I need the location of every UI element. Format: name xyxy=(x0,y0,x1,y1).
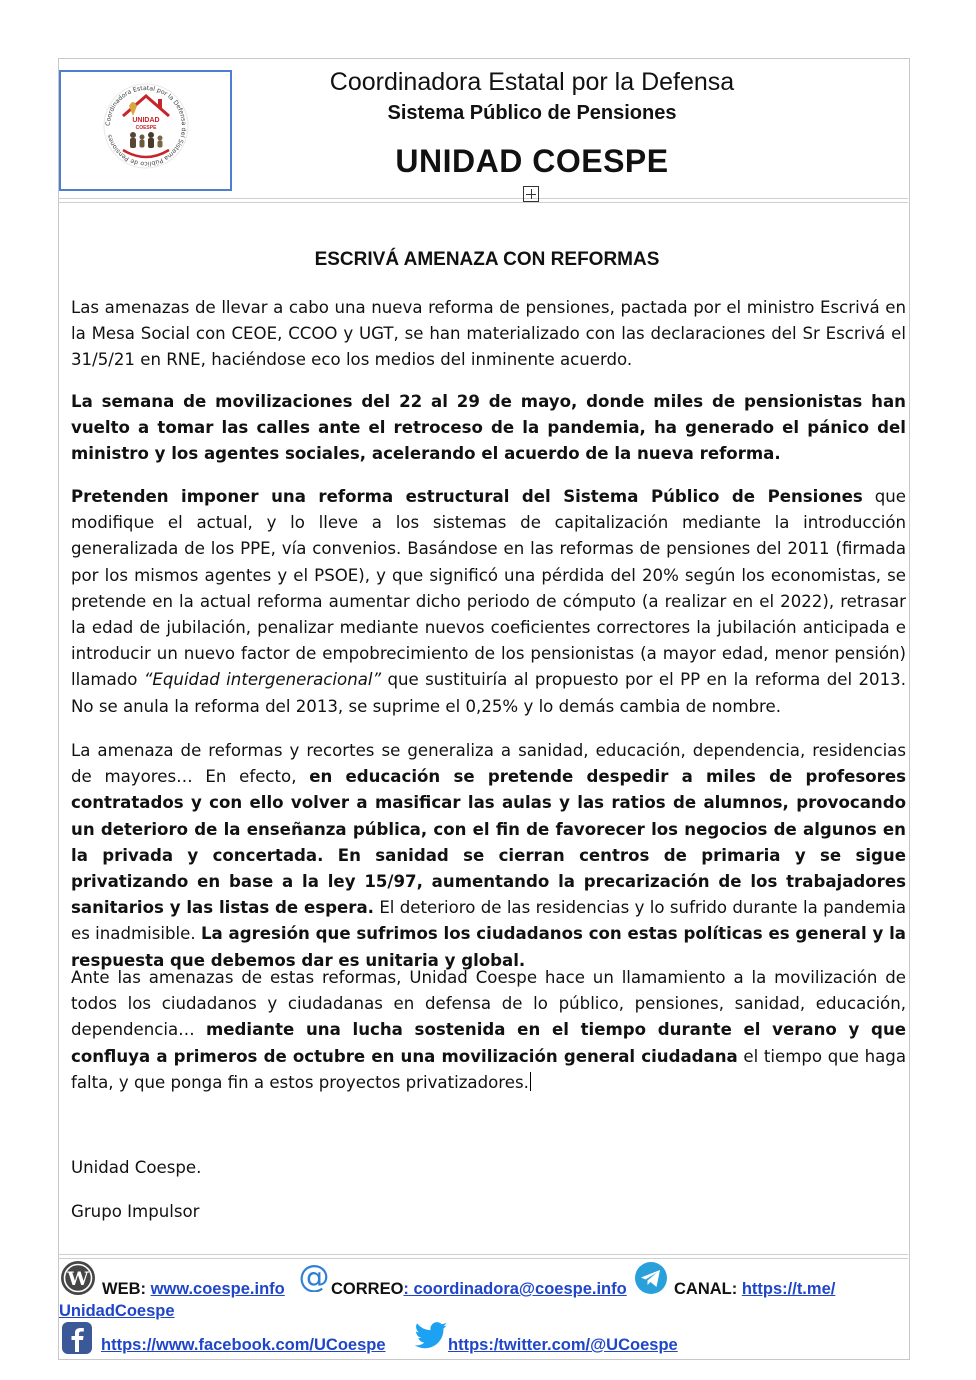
paragraph-4 xyxy=(71,738,906,974)
paragraph-2: La semana de movilizaciones del 22 al 29 de mayo, donde miles de pensionistas han vuelto a tomar las calles ante el retroceso de la pandemia, ha generado el pánico del ministro y los agentes sociales, acelerando el acuerdo de la nueva reforma. xyxy=(71,392,906,464)
footer-twitter xyxy=(448,1336,678,1355)
logo-ring-text: Coordinadora Estatal por la Defensa del Sistema Público de Pensiones xyxy=(104,84,188,168)
footer-mail-colon[interactable]: : xyxy=(403,1280,409,1298)
paragraph-3-italic: “Equidad intergeneracional” xyxy=(143,670,382,690)
table-move-handle[interactable] xyxy=(523,186,539,202)
paragraph-5-text-b: el tiempo que haga falta, y que ponga fin a estos proyectos privatizadores. xyxy=(71,1046,906,1092)
footer-facebook-link[interactable]: https://www.facebook.com/UCoespe xyxy=(101,1336,386,1354)
logo-coespe: COESPE xyxy=(135,125,157,131)
footer-canal xyxy=(674,1280,835,1299)
footer-twitter-link[interactable]: https:/twitter.com/@UCoespe xyxy=(448,1336,678,1354)
paragraph-4-bold-1: en educación se pretende despedir a miles de profesores contratados y con ello volver a masificar las aulas y las ratios de alumnos, provocando un deterioro de la enseñanza pública, con el fin de favorecer los negocios de algunos en la privada y concertada. En sanidad se cierran centros de primaria y se sigue privatizando en base a la ley 15/97, aumentando la precarización de los trabajadores sanitarios y las listas de espera. xyxy=(71,767,906,918)
article-title: ESCRIVÁ AMENAZA CON REFORMAS xyxy=(314,249,660,270)
header-divider-2 xyxy=(58,202,908,203)
footer-canal-link-2[interactable]: UnidadCoespe xyxy=(59,1302,175,1320)
email-at-icon xyxy=(298,1260,330,1292)
footer-mail-label: CORREO xyxy=(331,1280,404,1298)
coespe-logo xyxy=(59,70,232,191)
facebook-icon xyxy=(62,1322,92,1354)
paragraph-3-text-b: que sustituiría al propuesto por el PP en la reforma del 2013. No se anula la reforma del 2013, se suprime el 0,25% y lo demás cambia de nombre. xyxy=(71,670,906,716)
paragraph-5 xyxy=(71,965,906,1096)
header-line-1: Coordinadora Estatal por la Defensa xyxy=(329,68,735,96)
header-divider xyxy=(58,198,908,199)
twitter-icon xyxy=(414,1322,448,1350)
paragraph-3-text-a: que modifique el actual, y lo lleve a los sistemas de capitalización mediante la introducción generalizada de los PPE, vía convenios. Basándose en las reformas de pensiones del 2011 (firmada por los mismos agentes y el PSOE), y que significó una pérdida del 20% según los economistas, se pretende en la actual reforma aumentar dicho periodo de cómputo (a realizar en el 2022), retrasar la edad de jubilación, penalizar mediante nuevos coeficientes correctores la jubilación anticipada e introducir un nuevo factor de empobrecimiento de los pensionistas (a mayor edad, menor pensión) llamado xyxy=(71,487,906,690)
footer-divider-2 xyxy=(58,1258,908,1259)
telegram-icon xyxy=(634,1261,668,1295)
paragraph-1: Las amenazas de llevar a cabo una nueva reforma de pensiones, pactada por el ministro Escrivá en la Mesa Social con CEOE, CCOO y UGT, se han materializado con las declaraciones del Sr Escrivá el 31/5/21 en RNE, haciéndose eco los medios del inminente acuerdo. xyxy=(71,298,906,370)
paragraph-4-bold-2: La agresión que sufrimos los ciudadanos con estas políticas es general y la respuesta que debemos dar es unitaria y global. xyxy=(71,924,907,970)
signature-line-1: Unidad Coespe. xyxy=(71,1158,202,1177)
footer-mail xyxy=(331,1280,627,1299)
text-cursor xyxy=(530,1072,531,1091)
paragraph-5-text-a: Ante las amenazas de estas reformas, Unidad Coespe hace un llamamiento a la movilización de todos los ciudadanos y ciudadanas en defensa de lo público, pensiones, sanidad, educación, dependencia… xyxy=(71,968,906,1040)
footer-facebook xyxy=(101,1336,386,1355)
footer-canal-cont xyxy=(59,1302,175,1321)
wordpress-icon xyxy=(60,1260,96,1296)
signature-line-2: Grupo Impulsor xyxy=(71,1202,200,1221)
logo-unidad: UNIDAD xyxy=(132,117,160,124)
paragraph-3 xyxy=(71,484,906,720)
footer-web-label: WEB: xyxy=(102,1280,151,1298)
footer-canal-link[interactable]: https://t.me/ xyxy=(741,1280,836,1298)
header-line-2: Sistema Público de Pensiones xyxy=(387,102,677,124)
paragraph-4-text-a: La amenaza de reformas y recortes se generaliza a sanidad, educación, dependencia, residencias de mayores… En efecto, xyxy=(71,741,906,787)
footer-divider xyxy=(58,1254,908,1255)
footer-mail-link[interactable]: coordinadora@coespe.info xyxy=(408,1280,627,1298)
footer-web-link[interactable]: www.coespe.info xyxy=(150,1280,285,1298)
paragraph-3-bold: Pretenden imponer una reforma estructural del Sistema Público de Pensiones xyxy=(71,487,863,506)
svg-text:W: W xyxy=(67,1268,89,1290)
paragraph-5-bold: mediante una lucha sostenida en el tiempo durante el verano y que confluya a primeros de octubre en una movilización general ciudadana xyxy=(71,1020,907,1066)
coespe-logo-graphic xyxy=(61,72,230,189)
svg-text:@: @ xyxy=(298,1260,330,1292)
paragraph-4-text-b: El deterioro de las residencias y lo sufrido durante la pandemia es inadmisible. xyxy=(71,898,906,944)
footer-web xyxy=(102,1280,285,1299)
header-title: UNIDAD COESPE xyxy=(395,143,669,179)
footer-canal-label: CANAL: xyxy=(674,1280,742,1298)
